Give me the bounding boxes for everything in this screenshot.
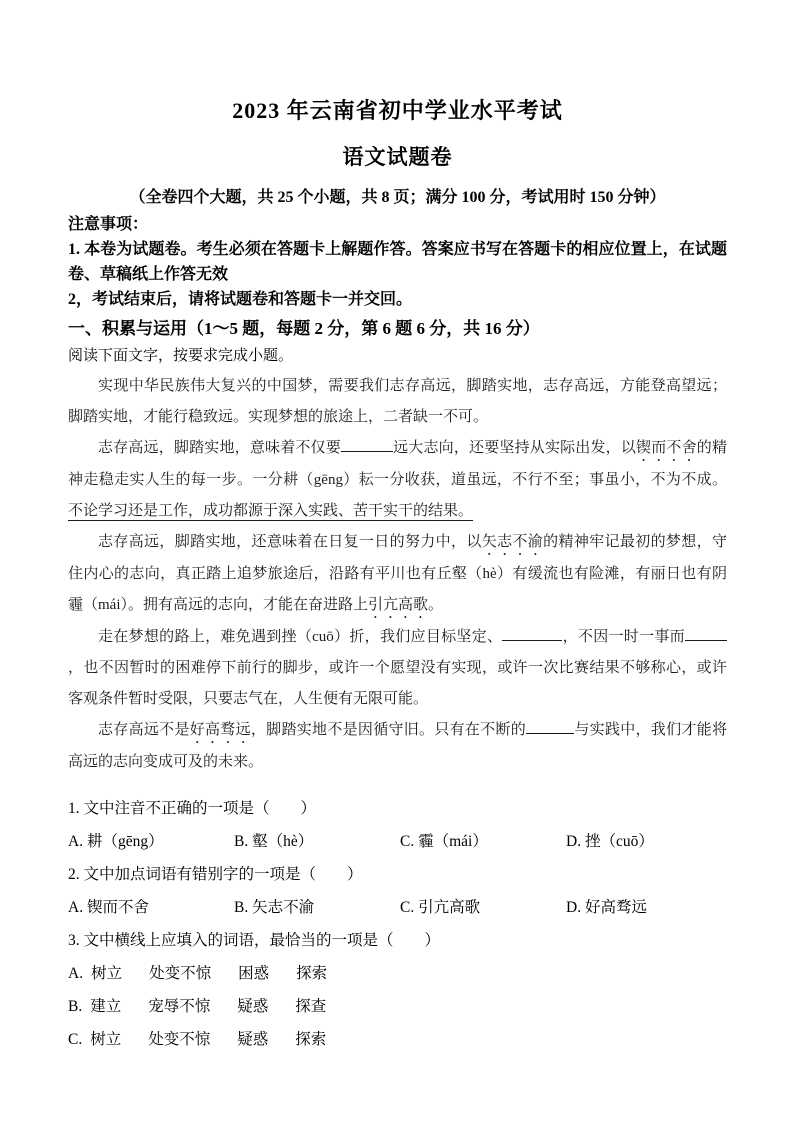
- question-2-option-d: D. 好高骛远: [566, 899, 647, 916]
- page-title: 2023 年云南省初中学业水平考试: [232, 98, 563, 123]
- option-word: 困惑: [238, 965, 270, 982]
- passage-text: ，脚踏实地不是因循守旧。只有在不断的: [250, 722, 527, 738]
- passage-text: 志存高远不是: [98, 722, 190, 738]
- passage-text: 与实践中，我们才能将高远的志向变成可及的未来。: [68, 722, 727, 770]
- reading-prompt: 阅读下面文字，按要求完成小题。: [68, 348, 294, 364]
- questions-area: [68, 792, 727, 1056]
- question-1-option-a: A. 耕（gēng）: [68, 833, 164, 850]
- passage-text: ，不因一时一事而: [562, 629, 685, 645]
- option-word: 探索: [295, 1031, 327, 1048]
- option-word: 处变不惊: [148, 1031, 211, 1048]
- option-word: 疑惑: [237, 998, 269, 1015]
- option-word: 探索: [296, 965, 328, 982]
- option-word: 探查: [295, 998, 327, 1015]
- fill-in-blank-line-1: [341, 437, 393, 452]
- option-label: B.: [68, 998, 83, 1015]
- passage-paragraph-5: [68, 715, 727, 778]
- option-word: 处变不惊: [149, 965, 212, 982]
- passage-paragraph-2: [68, 433, 727, 527]
- option-word: 宠辱不惊: [148, 998, 211, 1015]
- option-word: 树立: [91, 965, 123, 982]
- question-1-options: [68, 825, 727, 858]
- question-3-stem: 3. 文中横线上应填入的词语，最恰当的一项是（ ）: [68, 932, 441, 949]
- question-1-option-c: C. 霾（mái）: [400, 833, 488, 850]
- question-2-option-a: A. 锲而不舍: [68, 899, 149, 916]
- emphasis-dotted-phrase-1: 锲而不舍: [636, 440, 697, 456]
- question-1-option-b: B. 壑（hè）: [234, 833, 314, 850]
- passage-text: 志存高远，脚踏实地，还意味着在日复一日的努力中，以: [98, 534, 482, 550]
- notice-item-2: 2，考试结束后，请将试题卷和答题卡一并交回。: [68, 291, 413, 308]
- passage-text: 志存高远，脚踏实地，意味着不仅要: [98, 440, 341, 456]
- option-label: A.: [68, 965, 84, 982]
- notice-item-1: 1. 本卷为试题卷。考生必须在答题卡上解题作答。答案应书写在答题卡的相应位置上，在试题卷、草稿纸上作答无效: [68, 241, 727, 283]
- option-word: 建立: [90, 998, 122, 1015]
- exam-meta-line: （全卷四个大题，共 25 个小题，共 8 页；满分 100 分，考试用时 150 分钟）: [129, 189, 666, 206]
- question-2-options: [68, 891, 727, 924]
- fill-in-blank-line-3: [685, 626, 727, 641]
- passage-text: 实现中华民族伟大复兴的中国梦，需要我们志存高远，脚踏实地，志存高远，方能登高望远；脚踏实地，才能行稳致远。实现梦想的旅途上，二者缺一不可。: [68, 378, 727, 425]
- question-2-option-c: C. 引亢高歌: [400, 899, 481, 916]
- passage-text: 远大志向，还要坚持从实际出发，以: [392, 440, 637, 456]
- page-subtitle: 语文试题卷: [342, 145, 453, 169]
- option-word: 疑惑: [237, 1031, 269, 1048]
- passage-text: 走在梦想的路上，难免遇到挫（cuō）折，我们应目标坚定、: [98, 629, 503, 645]
- fill-in-blank-line-4: [526, 719, 574, 734]
- question-2-stem: 2. 文中加点词语有错别字的一项是（ ）: [68, 866, 363, 883]
- passage-paragraph-1: [68, 371, 727, 433]
- question-1-stem: 1. 文中注音不正确的一项是（ ）: [68, 800, 317, 817]
- passage-text: 。: [428, 597, 444, 613]
- passage-paragraph-4: [68, 622, 727, 715]
- question-3-option-a: [68, 957, 727, 990]
- option-label: C.: [68, 1031, 83, 1048]
- underlined-sentence: 不论学习还是工作，成功都源于深入实践、苦干实干的结果。: [68, 503, 474, 519]
- emphasis-dotted-phrase-3: 引亢高歌: [368, 597, 429, 613]
- passage-text: ，也不因暂时的困难停下前行的脚步，或许一个愿望没有实现，或许一次比赛结果不够称心，或许客观条件暂时受限，只要志气在，人生便有无限可能。: [68, 660, 727, 707]
- passage-paragraph-3: [68, 527, 727, 622]
- emphasis-dotted-phrase-4: 好高骛远: [189, 722, 251, 738]
- emphasis-dotted-phrase-2: 矢志不渝: [481, 534, 544, 550]
- question-1-option-d: D. 挫（cuō）: [566, 833, 654, 850]
- option-word: 树立: [90, 1031, 122, 1048]
- passage-text: 的精神走稳走实人生的每一步。一分耕（gēng）耘一分收获，道虽远，不行不至；事虽小，不为不成。: [68, 440, 727, 488]
- section-heading: 一、积累与运用（1～5 题，每题 2 分，第 6 题 6 分，共 16 分）: [68, 319, 540, 338]
- question-2-option-b: B. 矢志不渝: [234, 899, 315, 916]
- question-3-option-b: [68, 990, 727, 1023]
- passage-text: 的精神牢记最初的梦想，守住内心的志向，真正踏上追梦旅途后，沿路有平川也有丘壑（hè）有缓流也有险滩，有丽日也有阴霾（mái）。拥有高远的志向，才能在奋进路上: [68, 534, 727, 613]
- fill-in-blank-line-2: [502, 626, 562, 641]
- question-3-option-c: [68, 1023, 727, 1056]
- notice-heading: 注意事项：: [68, 216, 149, 233]
